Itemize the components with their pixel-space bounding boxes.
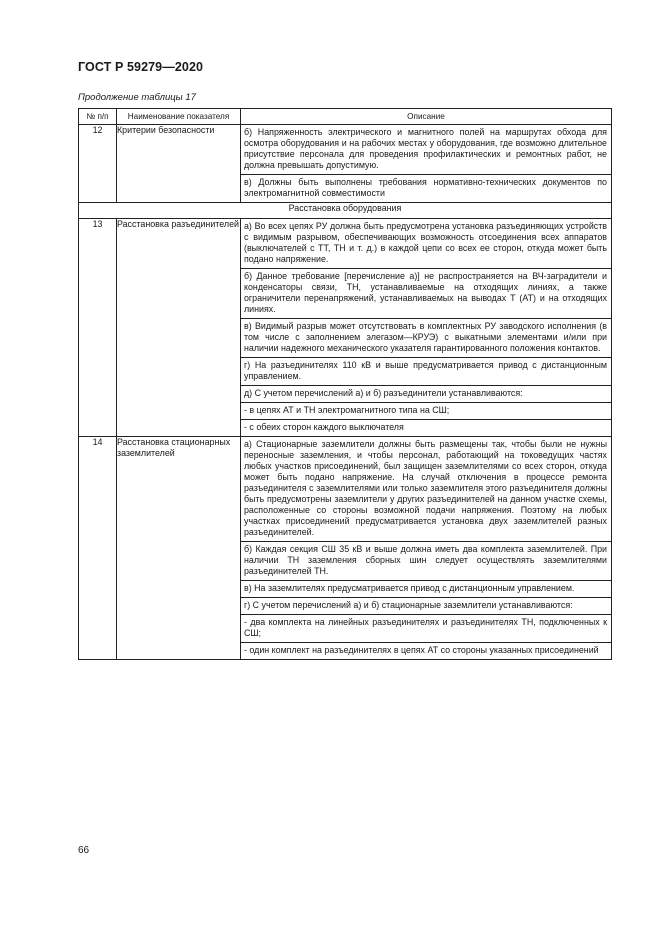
row-number: 13 [79, 219, 117, 437]
document-title: ГОСТ Р 59279—2020 [78, 60, 204, 74]
table-row [79, 437, 612, 660]
table-row [79, 125, 612, 203]
description-paragraph: а) Стационарные заземлители должны быть размещены так, чтобы были не нужны переносные заземления, и чтобы персонал, работающий на токоведущих частях любых участков присоединений, был защищен заземлителями со всех сторон, откуда может быть подано напряжение. На случай отключения в процессе ремонта разъединителя с заземлителями или только заземлителя этого разъединителя должны быть предусмотрены заземлители у других разъединителей на данном участке схемы, расположенные со стороны возможной подачи напряжения. Поэтому на любых участках присоединений предусматривается установка двух заземлителей разных разъединителей. [241, 437, 611, 542]
row-name: Расстановка разъединителей [117, 219, 241, 437]
column-header-name: Наименование показателя [117, 109, 241, 125]
section-title: Расстановка оборудования [79, 203, 612, 219]
table-header-row [79, 109, 612, 125]
description-paragraph: д) С учетом перечислений а) и б) разъединители устанавливаются: [241, 386, 611, 403]
row-number: 14 [79, 437, 117, 660]
description-paragraph: б) Данное требование [перечисление а)] не распространяется на ВЧ-заградители и конденсаторы связи, ТН, устанавливаемые на отходящих линиях, а также ограничители перенапряжений, устанавливаемых на выводах Т (АТ) и на отходящих линиях. [241, 269, 611, 319]
column-header-number: № п/п [79, 109, 117, 125]
section-row [79, 203, 612, 219]
row-description [241, 219, 612, 437]
description-list-item: - два комплекта на линейных разъединителях и разъединителях ТН, подключенных к СШ; [241, 615, 611, 643]
description-paragraph: в) На заземлителях предусматривается привод с дистанционным управлением. [241, 581, 611, 598]
description-list-item: - один комплект на разъединителях в цепях АТ со стороны указанных присоединений [244, 645, 599, 655]
row-number: 12 [79, 125, 117, 203]
row-name: Критерии безопасности [117, 125, 241, 203]
description-paragraph: б) Напряженность электрического и магнитного полей на маршрутах обхода для осмотра оборудования и на рабочих местах у оборудования, где возможно длительное присутствие персонала для проведения профилактических и ремонтных работ, не должна превышать допустимую. [241, 125, 611, 175]
description-paragraph: б) Каждая секция СШ 35 кВ и выше должна иметь два комплекта заземлителей. При наличии ТН заземления сборных шин следует осуществлять заземлителями разъединителей ТН. [241, 542, 611, 581]
description-list-item: - с обеих сторон каждого выключателя [244, 422, 404, 432]
column-header-description: Описание [241, 109, 612, 125]
description-paragraph: в) Должны быть выполнены требования нормативно-технических документов по электромагнитной совместимости [244, 177, 607, 198]
table-caption: Продолжение таблицы 17 [78, 92, 196, 103]
row-description [241, 437, 612, 660]
description-paragraph: г) На разъединителях 110 кВ и выше предусматривается привод с дистанционным управлением. [241, 358, 611, 386]
description-paragraph: г) С учетом перечислений а) и б) стационарные заземлители устанавливаются: [241, 598, 611, 615]
requirements-table [78, 108, 612, 660]
description-paragraph: а) Во всех цепях РУ должна быть предусмотрена установка разъединяющих устройств с видимым разрывом, обеспечивающих возможность отсоединения всех аппаратов (выключателей с ТТ, ТН и т. д.) в каждой цепи со всех ее сторон, откуда может быть подано напряжение. [241, 219, 611, 269]
row-name: Расстановка стационарных заземлителей [117, 437, 241, 660]
table-row [79, 219, 612, 437]
description-paragraph: в) Видимый разрыв может отсутствовать в комплектных РУ заводского исполнения (в том числе с заполнением элегазом—КРУЭ) с выкатными элементами и/или при наличии надежного механического указателя гарантированного положения контактов. [241, 319, 611, 358]
description-list-item: - в цепях АТ и ТН электромагнитного типа на СШ; [241, 403, 611, 420]
page-number: 66 [78, 845, 90, 856]
row-description [241, 125, 612, 203]
